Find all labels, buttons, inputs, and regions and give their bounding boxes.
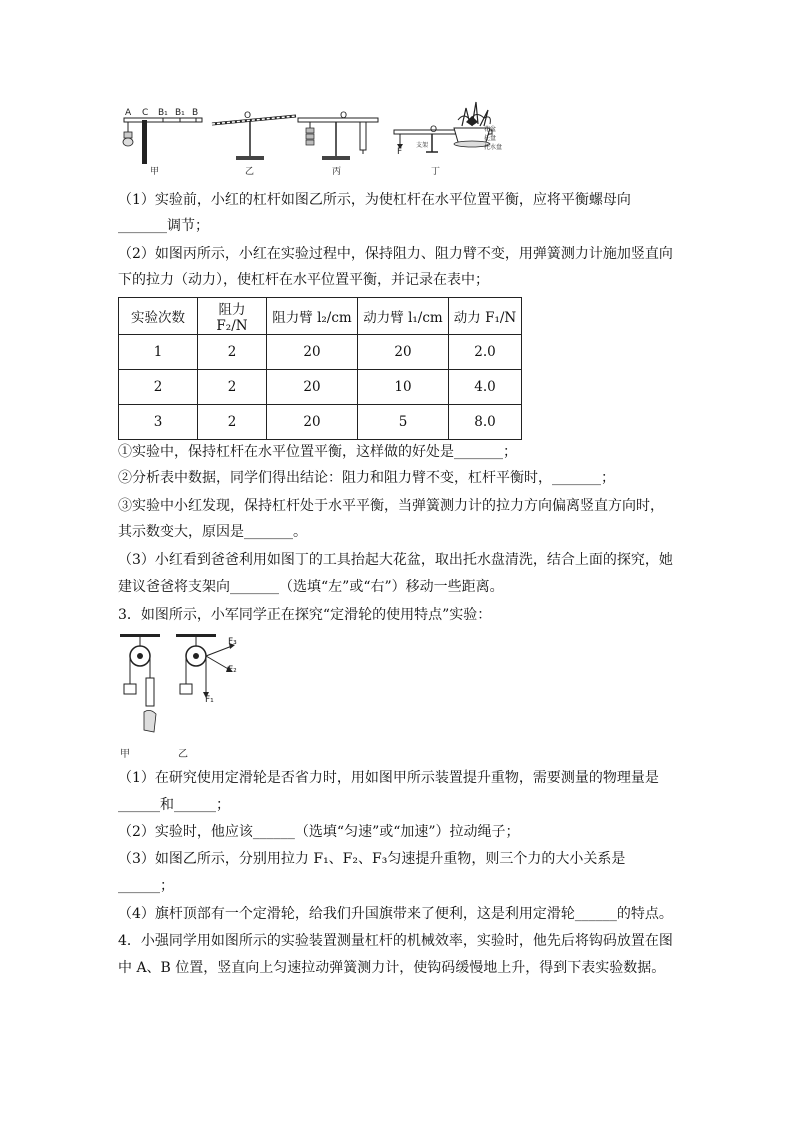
caption-ding: 丁: [431, 167, 441, 177]
q2-part2: （2）如图丙所示，小红在实验过程中，保持阻力、阻力臂不变，用弹簧测力计施加竖直向: [118, 246, 673, 262]
label-b1-first: B₁: [158, 108, 168, 118]
q2-part3-cont: 建议爸爸将支架向_______（选填“左”或“右”）移动一些距离。: [118, 579, 504, 595]
table-header: 动力 F₁/N: [449, 298, 522, 335]
table-cell: 20: [267, 405, 358, 440]
label-f1: F₁: [205, 695, 214, 705]
label-pot: 花盆: [484, 126, 497, 133]
table-cell: 20: [267, 335, 358, 370]
label-f2: F₂: [228, 665, 237, 675]
table-cell: 5: [358, 405, 449, 440]
table-header: 实验次数: [119, 298, 198, 335]
table-cell: 20: [358, 335, 449, 370]
q3-part1: （1）在研究使用定滑轮是否省力时，用如图甲所示装置提升重物，需要测量的物理量是: [118, 770, 659, 786]
table-cell: 4.0: [449, 370, 522, 405]
q2-part2-cont: 下的拉力（动力），使杠杆在水平位置平衡，并记录在表中；: [118, 272, 489, 288]
q3-part3-cont: ______；: [118, 878, 174, 894]
table-header: 阻力臂 l₂/cm: [267, 298, 358, 335]
q2-part3: （3）小红看到爸爸利用如图丁的工具抬起大花盆，取出托水盘清洗，结合上面的探究，她: [118, 552, 673, 568]
q4-line2: 中 A、B 位置，竖直向上匀速拉动弹簧测力计，使钩码缓慢地上升，得到下表实验数据。: [118, 960, 666, 976]
caption-bing: 丙: [332, 167, 342, 177]
table-cell: 2.0: [449, 335, 522, 370]
label-b1-second: B₁: [175, 108, 185, 118]
label-b: B: [192, 108, 199, 118]
q2-part1: （1）实验前，小红的杠杆如图乙所示，为使杠杆在水平位置平衡，应将平衡螺母向: [118, 192, 631, 208]
caption-pulley-yi: 乙: [178, 749, 188, 760]
table-cell: 2: [198, 405, 267, 440]
caption-jia: 甲: [150, 167, 160, 177]
caption-yi: 乙: [245, 167, 255, 177]
q3-part2: （2）实验时，他应该______（选填“匀速”或“加速”）拉动绳子；: [118, 824, 520, 840]
label-o-c: O: [340, 111, 348, 121]
label-c: C: [142, 108, 149, 118]
table-cell: 2: [198, 370, 267, 405]
q2-sub3: ③实验中小红发现，保持杠杆处于水平平衡，当弹簧测力计的拉力方向偏离竖直方向时，: [118, 498, 664, 514]
label-f3: F₃: [228, 637, 237, 647]
table-cell: 2: [119, 370, 198, 405]
table-cell: 3: [119, 405, 198, 440]
table-row: [119, 335, 522, 370]
label-water-tray: 托水盘: [484, 144, 503, 151]
label-o-b: O: [244, 111, 252, 121]
q2-sub3-cont: 其示数变大，原因是_______。: [118, 524, 307, 540]
q3-part3: （3）如图乙所示，分别用拉力 F₁、F₂、F₃匀速提升重物，则三个力的大小关系是: [118, 851, 626, 867]
caption-pulley-jia: 甲: [120, 749, 130, 760]
table-header: 动力臂 l₁/cm: [358, 298, 449, 335]
table-cell: 1: [119, 335, 198, 370]
label-support: 支架: [416, 142, 429, 149]
table-cell: 10: [358, 370, 449, 405]
q2-sub2: ②分析表中数据，同学们得出结论：阻力和阻力臂不变，杠杆平衡时，_______；: [118, 470, 615, 486]
table-header: 阻力 F₂/N: [198, 298, 267, 335]
table-cell: 20: [267, 370, 358, 405]
label-f-d: F: [397, 147, 403, 157]
table-row: [119, 370, 522, 405]
q3-part1-cont: ______和______；: [118, 797, 230, 813]
data-table: [118, 297, 522, 440]
label-tray: 托盘: [484, 135, 497, 142]
q2-sub1: ①实验中，保持杠杆在水平位置平衡，这样做的好处是_______；: [118, 444, 517, 460]
pulley-diagram-a: [120, 634, 170, 734]
table-header-row: [119, 298, 522, 335]
lever-diagram-b: [210, 112, 300, 162]
q2-part1-cont: _______调节；: [118, 218, 209, 234]
label-a: A: [125, 108, 132, 118]
q3-title: 3．如图所示，小军同学正在探究“定滑轮的使用特点”实验：: [118, 607, 492, 623]
table-cell: 2: [198, 335, 267, 370]
q3-part4: （4）旗杆顶部有一个定滑轮，给我们升国旗带来了便利，这是利用定滑轮______的特点。: [118, 906, 673, 922]
table-cell: 8.0: [449, 405, 522, 440]
label-o-d: O: [430, 125, 438, 135]
q4-line1: 4．小强同学用如图所示的实验装置测量杠杆的机械效率，实验时，他先后将钩码放置在图: [118, 933, 673, 949]
table-row: [119, 405, 522, 440]
